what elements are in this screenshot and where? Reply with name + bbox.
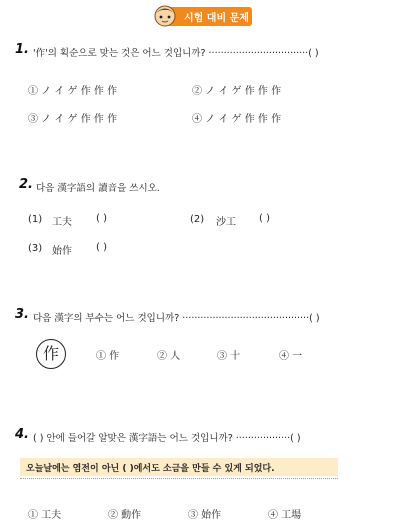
q1-text: '作'의 획순으로 맞는 것은 어느 것입니까? ·································( ) [33,48,319,59]
q3-text: 다음 漢字의 부수는 어느 것입니까? ··········································( ) [33,313,320,324]
q1-option-3[interactable]: ③ ノ イ ゲ 作 作 作 [28,114,118,125]
q4-option-4[interactable]: ④ 工場 [268,510,302,521]
q1-number: 1. [15,42,29,57]
q3-option-2[interactable]: ② 人 [157,351,181,362]
q4-number: 4. [15,427,29,442]
q3-option-4[interactable]: ④ 一 [279,351,303,362]
q2-number: 2. [19,177,33,192]
q2-item-3-blank[interactable]: ( ) [96,242,107,253]
mascot-icon [150,3,180,29]
q2-item-1-blank[interactable]: ( ) [96,213,107,224]
q4-text: ( ) 안에 들어갈 알맞은 漢字語는 어느 것입니까? ··················( ) [33,433,301,444]
q2-item-1-word: 工夫 [52,217,72,228]
q2-item-1-label: (1) [28,214,43,225]
q1-option-4[interactable]: ④ ノ イ ゲ 作 作 作 [192,114,282,125]
q1-option-2[interactable]: ② ノ イ ゲ 作 作 作 [192,86,282,97]
badge-text: 시험 대비 문제 [184,13,249,24]
q4-sentence-underline [20,478,338,479]
q3-character: 作 [36,339,66,369]
q4-sentence: 오늘날에는 염전이 아닌 ( )에서도 소금을 만들 수 있게 되었다. [26,464,275,474]
q4-option-2[interactable]: ② 動作 [108,510,142,521]
q2-item-2-label: (2) [190,214,205,225]
q2-item-2-word: 沙工 [216,217,236,228]
q3-option-3[interactable]: ③ 十 [217,351,241,362]
q2-item-3-word: 始作 [52,246,72,257]
q2-text: 다음 漢字語의 讀音을 쓰시오. [36,183,160,194]
q2-item-3-label: (3) [28,243,43,254]
q2-item-2-blank[interactable]: ( ) [259,213,270,224]
q1-option-1[interactable]: ① ノ イ ゲ 作 作 作 [28,86,118,97]
q4-option-1[interactable]: ① 工夫 [28,510,62,521]
q4-option-3[interactable]: ③ 始作 [188,510,222,521]
section-badge [160,7,252,26]
q3-number: 3. [15,307,29,322]
q4-sentence-box [20,458,338,476]
q3-option-1[interactable]: ① 作 [96,351,120,362]
